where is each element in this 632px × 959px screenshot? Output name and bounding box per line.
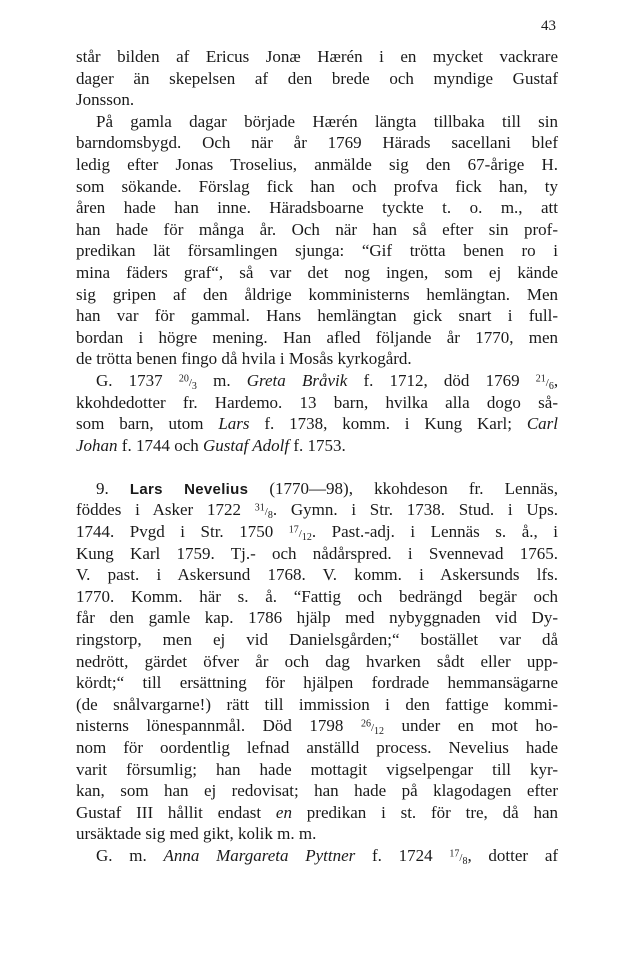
- entry-number: 9.: [96, 478, 109, 498]
- entry-heading-line: [76, 478, 558, 500]
- wife-name: Greta Bråvik: [246, 370, 348, 390]
- page-number: 43: [541, 18, 556, 34]
- date-fraction: $^{17}/_{12}$: [288, 524, 312, 544]
- text-line: han hade för många år. Och när han så efter sin prof-: [76, 219, 558, 239]
- date-fraction: $^{21}/_6$: [535, 373, 554, 393]
- date-fraction: $^{20}/_3$: [178, 373, 197, 393]
- text-line: ursäktade sig med gikt, kolik m. m.: [76, 824, 317, 844]
- fraction-numerator: 17: [449, 848, 460, 860]
- text-line: nedrött, gärdet öfver år och dag hvarken sådt eller upp-: [76, 651, 558, 671]
- text-line: kan, som han ej redovisat; han hade på klagodagen efter: [76, 781, 558, 801]
- text-line: Jonsson.: [76, 90, 135, 110]
- text-line: sig gripen af den åldrige komministerns hemlängtan. Men: [76, 284, 558, 304]
- wife-name: Anna Margareta Pyttner: [163, 845, 356, 865]
- text-line: 1770. Komm. här s. å. “Fattig och bedrängd begär och: [76, 586, 558, 606]
- fraction-numerator: 26: [360, 718, 371, 730]
- entry-line: [76, 715, 558, 737]
- text-span: 1744. Pvgd i Str. 1750: [76, 522, 274, 542]
- entry-line: [76, 499, 558, 521]
- text-span: ,: [553, 370, 559, 390]
- fraction-denominator: 8: [267, 510, 273, 522]
- text-span: under en mot ho-: [401, 716, 558, 736]
- text-span: . Gymn. i Str. 1738. Stud. i Ups.: [272, 500, 559, 520]
- text-span: (1770—98), kkohdeson fr. Lennäs,: [269, 478, 558, 498]
- text-span: G. m.: [96, 845, 147, 865]
- fraction-numerator: 17: [288, 524, 299, 536]
- date-fraction: $^{26}/_{12}$: [360, 718, 385, 738]
- entry-line: [76, 802, 558, 824]
- text-line: ringstorp, men ej vid Danielsgården;“ bostället var då: [76, 630, 558, 650]
- text-line: barndomsbygd. Och när år 1769 Härads sacellani blef: [76, 133, 558, 153]
- text-line: kkohdedotter fr. Hardemo. 13 barn, hvilka alla dogo så-: [76, 392, 558, 412]
- fraction-numerator: 31: [254, 502, 265, 514]
- fraction-denominator: 6: [548, 381, 554, 393]
- text-span: f. 1753.: [293, 435, 346, 455]
- text-span: G. 1737: [96, 370, 163, 390]
- text-span: föddes i Asker 1722: [76, 500, 241, 520]
- text-line: som sökande. Förslag fick han och profva fick han, ty: [76, 176, 558, 196]
- text-span: f. 1744 och: [121, 435, 199, 455]
- text-line: På gamla dagar började Hærén längta tillbaka till sin: [96, 111, 558, 131]
- text-line: varit försumlig; han hade mottagit vigselpengar till kyr-: [76, 759, 558, 779]
- text-span: f. 1724: [372, 845, 433, 865]
- marriage-line: [76, 413, 558, 435]
- child-name: Gustaf Adolf: [203, 435, 290, 455]
- child-name: Lars: [218, 414, 250, 434]
- fraction-denominator: 12: [301, 532, 312, 544]
- text-span: f. 1738, komm. i Kung Karl;: [264, 414, 512, 434]
- text-line: står bilden af Ericus Jonæ Hærén i en mycket vackrare: [76, 47, 558, 66]
- text-line: ledig efter Jonas Troselius, anmälde sig den 67-årige H.: [76, 154, 558, 174]
- fraction-denominator: 12: [374, 726, 385, 738]
- text-line: V. past. i Askersund 1768. V. komm. i Askersunds lfs.: [76, 565, 558, 585]
- marriage-line: [76, 845, 558, 867]
- child-name: Carl: [526, 414, 558, 434]
- child-name: Johan: [76, 435, 118, 455]
- date-fraction: $^{31}/_8$: [254, 502, 273, 522]
- text-span: f. 1712, död 1769: [363, 370, 520, 390]
- text-span: , dotter af: [467, 845, 559, 865]
- marriage-line: [76, 370, 558, 392]
- text-line: dager än skepelsen af den brede och myndige Gustaf: [76, 68, 558, 88]
- fraction-denominator: 8: [462, 856, 468, 868]
- text-line: bordan i högre mening. Han afled följande år 1770, men: [76, 327, 558, 347]
- text-line: Kung Karl 1759. Tj.- och nådårspred. i Svennevad 1765.: [76, 543, 558, 563]
- text-line: (de snålvargarne!) rätt till immission i den fattige kommi-: [76, 694, 558, 714]
- text-line: nom för oordentlig lefnad anställd process. Nevelius hade: [76, 738, 558, 757]
- fraction-denominator: 3: [191, 381, 197, 393]
- text-line: mina fäders graf“, så var det nog ingen, som ej kände: [76, 262, 558, 282]
- text-span: Gustaf III hållit endast: [76, 802, 262, 822]
- body-text: [76, 46, 558, 867]
- text-line: får den gamle kap. 1786 hjälp med nybyggnaden vid Dy-: [76, 608, 558, 628]
- text-line: de trötta benen fingo då hvila i Mosås kyrkogård.: [76, 349, 412, 369]
- date-fraction: $^{17}/_8$: [449, 848, 468, 868]
- text-span: som barn, utom: [76, 414, 204, 434]
- text-span: m.: [213, 370, 231, 390]
- text-line: åren hade han inne. Häradsboarne tyckte t. o. m., att: [76, 198, 558, 218]
- text-line: predikan lät församlingen sjunga: “Gif trötta benen ro i: [76, 241, 558, 261]
- entry-name: Lars Nevelius: [129, 480, 249, 498]
- text-line: kördt;“ till ersättning för hjälpen fordrade hemmansägarne: [76, 673, 558, 693]
- marriage-line: [76, 435, 558, 457]
- entry-line: [76, 521, 558, 543]
- fraction-numerator: 21: [535, 373, 546, 385]
- section-gap: [76, 456, 558, 478]
- fraction-numerator: 20: [178, 373, 189, 385]
- text-span: . Past.-adj. i Lennäs s. å., i: [311, 522, 558, 542]
- emphasis: en: [275, 802, 292, 822]
- text-span: predikan i st. för tre, då han: [306, 802, 559, 822]
- text-span: nisterns lönespannmål. Död 1798: [76, 716, 344, 736]
- text-line: han var för gammal. Hans hemlängtan gick snart i full-: [76, 306, 558, 326]
